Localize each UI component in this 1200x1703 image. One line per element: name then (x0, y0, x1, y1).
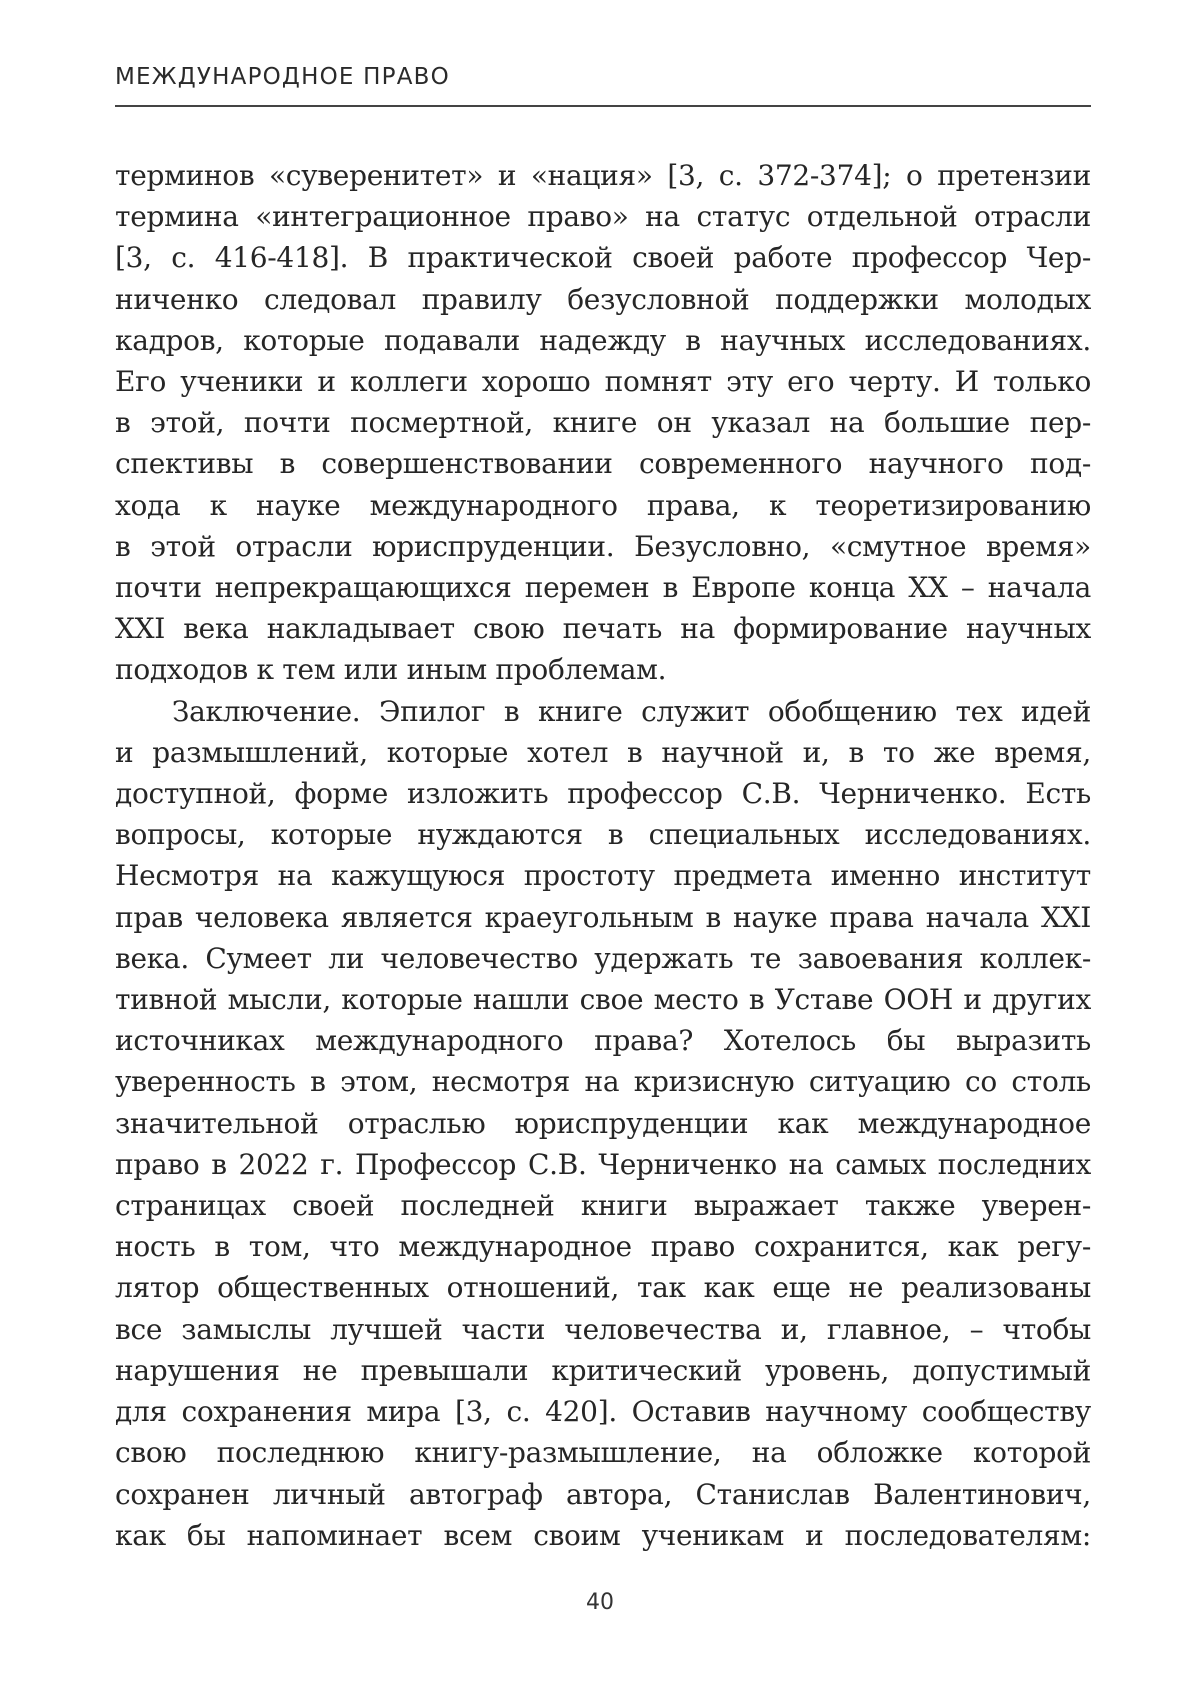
text-line: в этой, почти посмертной, книге он указал на большие пер- (115, 406, 1091, 440)
text-line: право в 2022 г. Профессор С.В. Черниченко на самых последних (115, 1147, 1091, 1181)
text-line: спективы в совершенствовании современного научного под- (115, 447, 1091, 481)
text-line: Заключение. Эпилог в книге служит обобщению тех идей (172, 694, 1091, 728)
text-line: тивной мысли, которые нашли свое место в Уставе ООН и других (115, 983, 1091, 1017)
text-line: терминов «суверенитет» и «нация» [3, с. 372-374]; о претензии (115, 159, 1091, 192)
text-line: ниченко следовал правилу безусловной поддержки молодых (115, 282, 1091, 316)
paragraph-2 (115, 691, 1091, 1556)
text-line: страницах своей последней книги выражает также уверен- (115, 1189, 1091, 1223)
text-line: как бы напоминает всем своим ученикам и последователям: (115, 1518, 1091, 1552)
text-line: сохранен личный автограф автора, Станислав Валентинович, (115, 1477, 1091, 1511)
text-line: для сохранения мира [3, с. 420]. Оставив научному сообществу (115, 1395, 1091, 1429)
text-line: в этой отрасли юриспруденции. Безусловно, «смутное время» (115, 529, 1091, 563)
running-header: МЕЖДУНАРОДНОЕ ПРАВО (115, 64, 450, 90)
text-line: кадров, которые подавали надежду в научных исследованиях. (115, 323, 1091, 357)
header-divider (115, 105, 1091, 107)
text-line: все замыслы лучшей части человечества и, главное, – чтобы (115, 1312, 1091, 1346)
page-number: 40 (586, 1590, 614, 1615)
text-line: вопросы, которые нуждаются в специальных исследованиях. (115, 818, 1091, 852)
text-line: значительной отраслью юриспруденции как международное (115, 1106, 1091, 1140)
body-text (115, 155, 1091, 1556)
paragraph-1 (115, 155, 1091, 691)
text-line: и размышлений, которые хотел в научной и, в то же время, (115, 735, 1091, 769)
text-line: ность в том, что международное право сохранится, как регу- (115, 1230, 1091, 1264)
text-line: прав человека является краеугольным в науке права начала XXI (115, 900, 1091, 934)
text-line: Его ученики и коллеги хорошо помнят эту его черту. И только (115, 365, 1091, 399)
text-line: века. Сумеет ли человечество удержать те завоевания коллек- (115, 941, 1091, 975)
text-line: доступной, форме изложить профессор С.В. Черниченко. Есть (115, 777, 1091, 811)
text-line: лятор общественных отношений, так как еще не реализованы (115, 1271, 1091, 1305)
text-line: термина «интеграционное право» на статус отдельной отрасли (115, 200, 1091, 234)
text-line: свою последнюю книгу-размышление, на обложке которой (115, 1436, 1091, 1470)
text-line: уверенность в этом, несмотря на кризисную ситуацию со столь (115, 1065, 1091, 1099)
text-line: XXI века накладывает свою печать на формирование научных (115, 612, 1091, 646)
text-line: почти непрекращающихся перемен в Европе конца XX – начала (115, 571, 1091, 605)
text-line: [3, с. 416-418]. В практической своей работе профессор Чер- (115, 241, 1091, 275)
text-line: источниках международного права? Хотелось бы выразить (115, 1024, 1091, 1058)
text-line: нарушения не превышали критический уровень, допустимый (115, 1353, 1091, 1387)
text-line: хода к науке международного права, к теоретизированию (115, 488, 1091, 522)
text-line: подходов к тем или иным проблемам. (115, 653, 667, 687)
text-line: Несмотря на кажущуюся простоту предмета именно институт (115, 859, 1091, 893)
